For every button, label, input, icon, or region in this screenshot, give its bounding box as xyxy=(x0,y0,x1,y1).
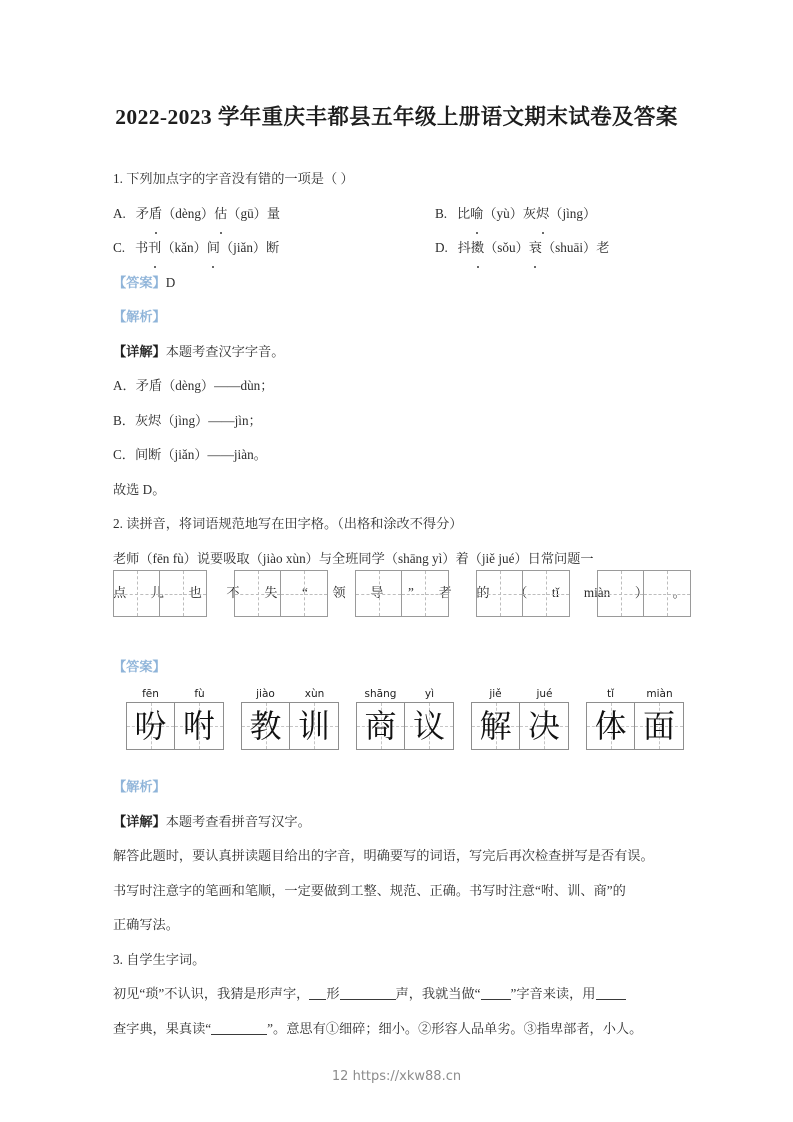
option-d-mid: （sǒu） xyxy=(484,240,529,255)
passage-char: miàn xyxy=(583,585,611,600)
option-a-pre: 矛 xyxy=(135,205,149,221)
blank-writing-grid[interactable] xyxy=(113,570,693,617)
answer-grid-cell xyxy=(126,702,175,750)
passage-char: 。 xyxy=(672,585,686,600)
answer-char: 吩 xyxy=(134,707,167,745)
answer-pinyin: jiào xyxy=(256,688,275,700)
answer-pinyin: xùn xyxy=(304,688,325,700)
passage-char: ） xyxy=(634,585,649,600)
answer-char: 决 xyxy=(527,707,560,745)
question1-detail-a: A．矛盾（dèng）——dùn； xyxy=(113,378,274,393)
answer-cells-row xyxy=(126,702,224,750)
question1-options-row-1 xyxy=(113,197,688,232)
question1-option-b[interactable] xyxy=(435,197,688,232)
answer-cells-row xyxy=(586,702,684,750)
answer-char: 商 xyxy=(364,707,397,745)
answer-char: 议 xyxy=(412,707,445,745)
option-c-dot2: 间 xyxy=(207,231,220,266)
option-b-post: （jìng） xyxy=(549,205,597,221)
question1-detail-conclusion: 故选 D。 xyxy=(113,481,166,497)
q3-part1: 初见“琐”不认识，我猜是形声字， xyxy=(113,986,310,1001)
answer-grid-cell xyxy=(175,702,224,750)
passage-char: 儿 xyxy=(150,585,164,600)
question2-detail-a: 解答此题时，要认真拼读题目给出的字音，明确要写的词语，写完后再次检查拼写是否有误。 xyxy=(113,848,654,863)
passage-char: 不 xyxy=(226,585,240,600)
answer-grid-cell xyxy=(471,702,520,750)
blank-grid-group[interactable] xyxy=(234,570,328,617)
option-a-dot1: 盾 xyxy=(149,197,162,232)
answer-char: 教 xyxy=(249,707,282,745)
option-d-pre: 抖 xyxy=(457,240,471,255)
answer-cells-row xyxy=(356,702,454,750)
answer-char: 面 xyxy=(642,707,675,745)
question2-detail-b: 书写时注意字的笔画和笔顺，一定要做到工整、规范、正确。书写时注意“咐、训、商”的 xyxy=(113,882,626,898)
question2-stem: 2. 读拼音，将词语规范地写在田字格。（出格和涂改不得分） xyxy=(113,516,463,531)
answer-pinyin-row xyxy=(126,688,224,701)
question1-answer-line xyxy=(113,266,688,301)
q3-blank-3[interactable] xyxy=(481,999,511,1000)
answer-char: 解 xyxy=(479,707,512,745)
blank-grid-cell[interactable] xyxy=(644,570,691,617)
answer-grid-cell xyxy=(586,702,635,750)
question2-detail-c: 正确写法。 xyxy=(113,917,179,932)
blank-grid-cell[interactable] xyxy=(523,570,570,617)
answer-grid-group xyxy=(241,688,339,750)
question1-detail-c: C．间断（jiǎn）——jiàn。 xyxy=(113,447,267,462)
q3-blank-4[interactable] xyxy=(596,999,626,1000)
answer-char: 训 xyxy=(297,707,330,745)
question2-detail-text: 本题考查看拼音写汉字。 xyxy=(165,813,311,829)
answer-pinyin-row xyxy=(586,688,684,701)
answer-grid-cell xyxy=(290,702,339,750)
q3-line2-part1: 查字典，果真读“ xyxy=(113,1020,212,1036)
blank-grid-cell[interactable] xyxy=(355,570,402,617)
question1-option-c[interactable] xyxy=(113,231,435,266)
q3-blank-5[interactable] xyxy=(211,1034,267,1035)
option-b-mid: （yù）灰 xyxy=(483,205,537,221)
option-c-key: C. xyxy=(113,240,126,255)
passage-char: ” xyxy=(408,585,414,600)
passage-char: tǐ xyxy=(551,585,560,600)
blank-grid-cell[interactable] xyxy=(281,570,328,617)
blank-grid-cell[interactable] xyxy=(160,570,207,617)
page-footer: 12 https://xkw88.cn xyxy=(331,1069,462,1084)
answer-grid-group xyxy=(126,688,224,750)
option-b-pre: 比 xyxy=(456,205,471,221)
blank-grid-cell[interactable] xyxy=(234,570,281,617)
passage-char: “ xyxy=(301,585,308,600)
question1-answer-value: D xyxy=(165,274,176,290)
option-a-post: （gū）量 xyxy=(227,205,281,221)
content-block-upper xyxy=(113,162,688,611)
answer-pinyin: tǐ xyxy=(606,688,615,700)
question3-body-line1 xyxy=(113,977,696,1012)
blank-grid-group[interactable] xyxy=(476,570,570,617)
question1-analysis-line xyxy=(113,300,688,335)
q3-blank-1[interactable] xyxy=(309,999,326,1000)
blank-grid-group[interactable] xyxy=(597,570,691,617)
question1-detail-text: 本题考查汉字字音。 xyxy=(165,343,285,359)
option-a-key: A. xyxy=(113,205,126,221)
detail-tag: 【详解】 xyxy=(113,343,166,359)
passage-char: 领 xyxy=(332,585,346,600)
question1-stem: 1. 下列加点字的字音没有错的一项是（ ） xyxy=(113,171,354,186)
answer-grid-cell xyxy=(356,702,405,750)
answer-pinyin: yì xyxy=(424,688,435,700)
page-title: 2022-2023 学年重庆丰都县五年级上册语文期末试卷及答案 xyxy=(115,105,678,129)
answer-grid-cell xyxy=(405,702,454,750)
answer-char: 体 xyxy=(594,707,627,745)
passage-char: 点 xyxy=(113,585,127,600)
answer-grid-group xyxy=(586,688,684,750)
blank-grid-group[interactable] xyxy=(113,570,207,617)
q3-part2: 形 xyxy=(326,986,340,1001)
answer-tag: 【答案】 xyxy=(113,274,166,290)
answer-cells-row xyxy=(241,702,339,750)
blank-grid-group[interactable] xyxy=(355,570,449,617)
passage-char: 失 xyxy=(264,585,278,600)
passage-char: 也 xyxy=(188,585,202,600)
answer-char: 咐 xyxy=(182,707,215,745)
option-a-dot2: 估 xyxy=(214,197,227,232)
passage-char: 导 xyxy=(370,585,384,600)
q3-blank-2[interactable] xyxy=(340,999,396,1000)
option-d-post: （shuāi）老 xyxy=(541,240,610,255)
q3-part3: 声，我就当做“ xyxy=(395,986,481,1001)
answer-tag: 【答案】 xyxy=(113,659,166,674)
answer-pinyin: fù xyxy=(194,688,205,700)
option-c-post: （jiǎn）断 xyxy=(219,240,280,255)
detail-tag: 【详解】 xyxy=(113,813,166,829)
option-d-dot2: 衰 xyxy=(529,231,542,266)
option-d-dot1: 擞 xyxy=(471,231,484,266)
blank-grid-cell[interactable] xyxy=(113,570,160,617)
answer-pinyin: jué xyxy=(536,688,553,700)
analysis-tag: 【解析】 xyxy=(113,309,166,324)
answer-pinyin: shāng xyxy=(364,688,397,700)
answer-writing-grid xyxy=(126,688,684,750)
q3-line2-part2: ”。意思有①细碎；细小。②形容人品单劣。③指卑部者，小人。 xyxy=(267,1020,643,1036)
answer-pinyin-row xyxy=(471,688,569,701)
answer-pinyin: jiě xyxy=(489,688,502,700)
answer-grid-cell xyxy=(520,702,569,750)
option-c-pre: 书 xyxy=(134,240,149,255)
answer-grid-cell xyxy=(635,702,684,750)
answer-pinyin: miàn xyxy=(646,688,673,700)
question1-detail-b: B．灰烬（jìng）——jìn； xyxy=(113,412,262,428)
option-b-dot1: 喻 xyxy=(470,197,483,232)
answer-cells-row xyxy=(471,702,569,750)
question3-stem: 3. 自学生字词。 xyxy=(113,951,206,967)
blank-grid-cell[interactable] xyxy=(476,570,523,617)
question2-detail-line xyxy=(113,805,696,840)
answer-grid-cell xyxy=(241,702,290,750)
answer-pinyin: fēn xyxy=(142,688,159,700)
question2-passage-line1: 老师（fēn fù）说要吸取（jiào xùn）与全班同学（shāng yì）着（jiě jué）日常问题一 xyxy=(113,550,594,566)
option-a-mid: （dèng） xyxy=(162,205,215,221)
answer-grid-group xyxy=(356,688,454,750)
analysis-tag: 【解析】 xyxy=(113,779,166,794)
question1-option-d[interactable] xyxy=(435,231,688,266)
passage-char: 的 xyxy=(476,585,490,600)
blank-grid-cell[interactable] xyxy=(402,570,449,617)
question2-analysis-line xyxy=(113,770,696,805)
question1-detail-line xyxy=(113,335,688,370)
question1-option-a[interactable] xyxy=(113,197,435,232)
option-d-key: D. xyxy=(435,240,448,255)
question3-body-line2 xyxy=(113,1012,696,1047)
question2-answer-line xyxy=(113,650,166,685)
q3-part4: ”字音来读，用 xyxy=(510,986,596,1001)
content-block-lower xyxy=(113,770,696,1046)
option-b-key: B. xyxy=(435,205,448,221)
question1-options-row-2 xyxy=(113,231,688,266)
answer-pinyin-row xyxy=(241,688,339,701)
option-c-mid: （kǎn） xyxy=(161,240,207,255)
answer-pinyin-row xyxy=(356,688,454,701)
option-c-dot1: 刊 xyxy=(148,231,161,266)
passage-char: （ xyxy=(514,585,528,600)
option-b-dot2: 烬 xyxy=(536,197,549,232)
passage-char: 者 xyxy=(438,585,452,600)
blank-grid-cell[interactable] xyxy=(597,570,644,617)
answer-grid-group xyxy=(471,688,569,750)
